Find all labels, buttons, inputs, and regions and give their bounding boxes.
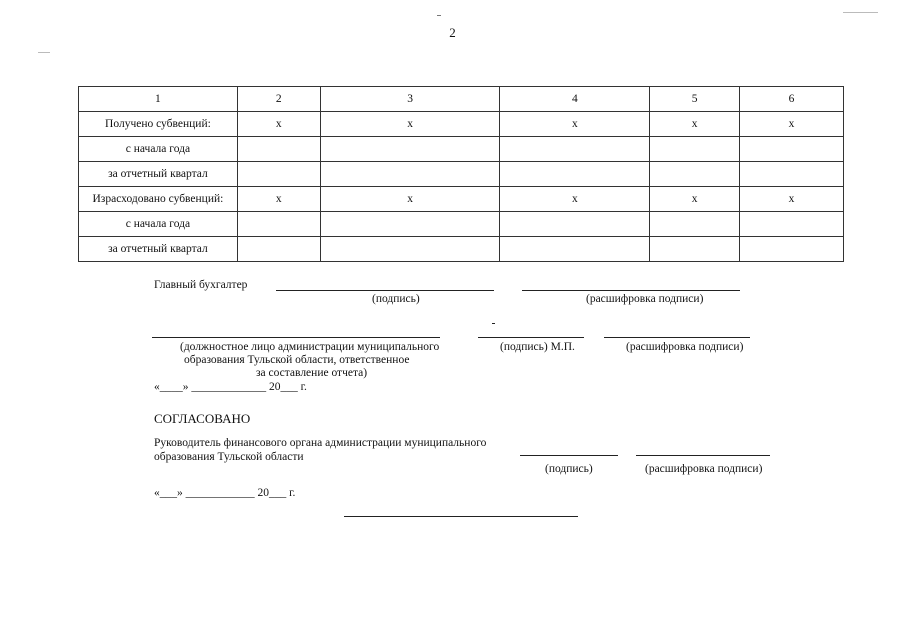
official-line bbox=[152, 337, 440, 338]
table-row bbox=[79, 112, 844, 137]
header-cell: 6 bbox=[740, 87, 844, 112]
date-line: «____» _____________ 20___ г. bbox=[154, 381, 307, 393]
table-cell bbox=[740, 137, 844, 162]
chief-accountant-title: Главный бухгалтер bbox=[154, 279, 248, 291]
row-label: за отчетный квартал bbox=[79, 237, 238, 262]
table-cell bbox=[320, 237, 500, 262]
decoding-caption: (расшифровка подписи) bbox=[586, 293, 704, 305]
official-caption: за составление отчета) bbox=[256, 367, 368, 379]
scan-mark bbox=[437, 15, 441, 16]
table-cell: х bbox=[320, 187, 500, 212]
table-cell: х bbox=[740, 187, 844, 212]
row-label: Израсходовано субвенций: bbox=[79, 187, 238, 212]
signature-line bbox=[520, 455, 618, 456]
table-cell bbox=[320, 212, 500, 237]
table-cell: х bbox=[500, 112, 650, 137]
table-cell bbox=[650, 137, 740, 162]
row-label: с начала года bbox=[79, 212, 238, 237]
table-cell bbox=[650, 237, 740, 262]
header-cell: 5 bbox=[650, 87, 740, 112]
table-cell: х bbox=[740, 112, 844, 137]
decoding-line bbox=[522, 290, 740, 291]
subvention-table bbox=[78, 86, 844, 262]
table-cell bbox=[740, 237, 844, 262]
signature-line bbox=[276, 290, 494, 291]
table-cell: х bbox=[650, 112, 740, 137]
table-row bbox=[79, 187, 844, 212]
row-label: Получено субвенций: bbox=[79, 112, 238, 137]
table-cell bbox=[237, 137, 320, 162]
approval-position: образования Тульской области bbox=[154, 451, 304, 463]
signature-caption: (подпись) bbox=[372, 293, 420, 305]
header-cell: 1 bbox=[79, 87, 238, 112]
table-cell bbox=[320, 137, 500, 162]
table-cell bbox=[650, 162, 740, 187]
approval-heading: СОГЛАСОВАНО bbox=[154, 411, 251, 426]
signature-caption: (подпись) bbox=[545, 463, 593, 475]
decoding-caption: (расшифровка подписи) bbox=[626, 341, 744, 353]
table-cell bbox=[237, 162, 320, 187]
page-number: 2 bbox=[449, 25, 456, 40]
table-cell: х bbox=[500, 187, 650, 212]
table-cell: х bbox=[320, 112, 500, 137]
signature-caption: (подпись) М.П. bbox=[500, 341, 575, 353]
scan-mark bbox=[492, 323, 495, 324]
approval-position: Руководитель финансового органа администрации муниципального bbox=[154, 437, 487, 449]
signature-line bbox=[478, 337, 584, 338]
table-cell bbox=[500, 212, 650, 237]
table-row bbox=[79, 162, 844, 187]
table-cell bbox=[650, 212, 740, 237]
header-cell: 2 bbox=[237, 87, 320, 112]
date-line: «___» ____________ 20___ г. bbox=[154, 487, 296, 499]
header-cell: 4 bbox=[500, 87, 650, 112]
table-cell: х bbox=[650, 187, 740, 212]
table-header-row bbox=[79, 87, 844, 112]
official-caption: образования Тульской области, ответственное bbox=[184, 354, 410, 366]
table-cell bbox=[500, 162, 650, 187]
row-label: с начала года bbox=[79, 137, 238, 162]
decoding-line bbox=[636, 455, 770, 456]
table-cell bbox=[740, 162, 844, 187]
table-row bbox=[79, 212, 844, 237]
table-cell bbox=[500, 237, 650, 262]
decoding-caption: (расшифровка подписи) bbox=[645, 463, 763, 475]
scan-mark bbox=[843, 12, 878, 13]
table-cell bbox=[740, 212, 844, 237]
official-caption: (должностное лицо администрации муниципального bbox=[180, 341, 440, 353]
header-cell: 3 bbox=[320, 87, 500, 112]
table-cell bbox=[320, 162, 500, 187]
closing-rule bbox=[344, 516, 578, 517]
table-cell: х bbox=[237, 187, 320, 212]
scan-mark bbox=[38, 52, 50, 53]
decoding-line bbox=[604, 337, 750, 338]
table-row bbox=[79, 237, 844, 262]
row-label: за отчетный квартал bbox=[79, 162, 238, 187]
table-cell bbox=[500, 137, 650, 162]
table-cell: х bbox=[237, 112, 320, 137]
table-cell bbox=[237, 212, 320, 237]
table-cell bbox=[237, 237, 320, 262]
table-row bbox=[79, 137, 844, 162]
